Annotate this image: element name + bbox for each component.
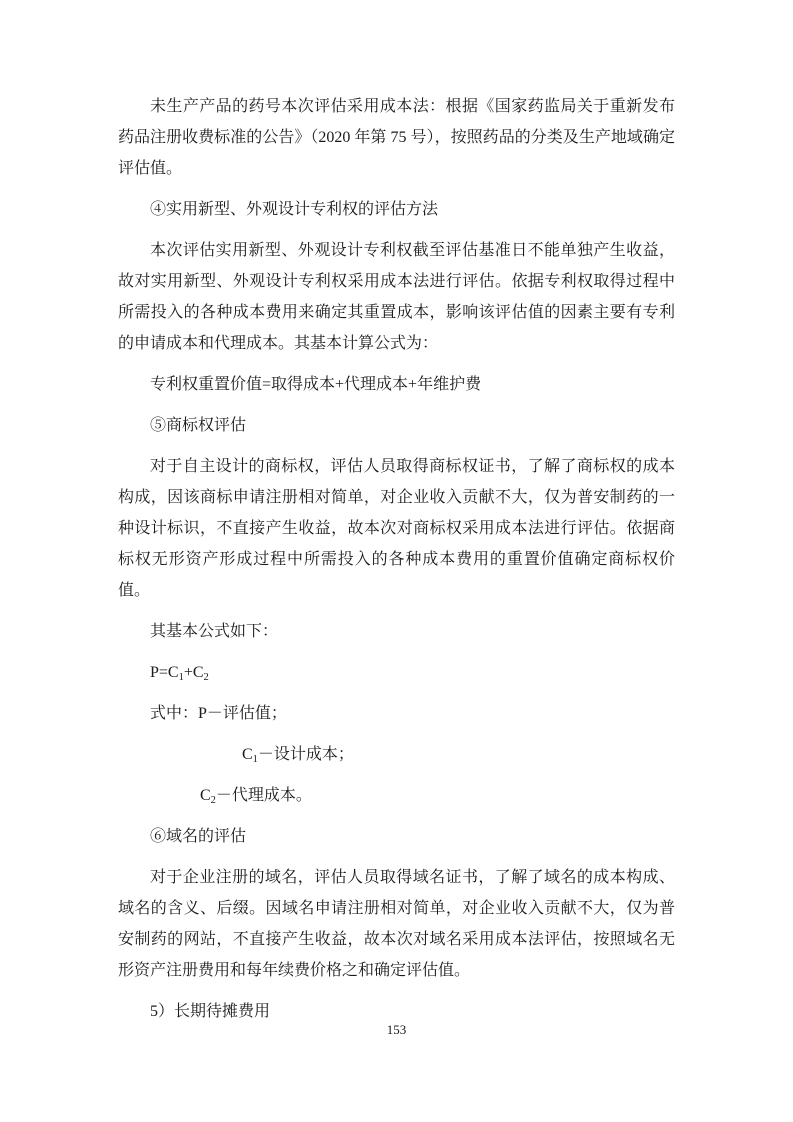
paragraph-cost-method: 未生产产品的药号本次评估采用成本法：根据《国家药监局关于重新发布药品注册收费标准的公告》（2020 年第 75 号），按照药品的分类及生产地域确定评估值。 — [118, 98, 675, 177]
formula-term: C — [242, 746, 253, 763]
formula-where-c2 — [118, 780, 675, 811]
paragraph-domain-eval: 对于企业注册的域名，评估人员取得域名证书，了解了域名的成本构成、域名的含义、后缀。因域名申请注册相对简单，对企业收入贡献不大，仅为普安制药的网站，不直接产生收益，故本次对域名采用成本法评估，按照域名无形资产注册费用和每年续费价格之和确定评估值。 — [118, 869, 675, 979]
formula-subscript: 2 — [203, 672, 209, 683]
paragraph-trademark-eval: 对于自主设计的商标权，评估人员取得商标权证书，了解了商标权的成本构成，因该商标申请注册相对简单，对企业收入贡献不大，仅为普安制药的一种设计标识，不直接产生收益，故本次对商标权采用成本法进行评估。依据商标权无形资产形成过程中所需投入的各种成本费用的重置价值确定商标权价值。 — [118, 458, 675, 599]
formula-term: +C — [183, 664, 204, 681]
formula-term: P=C — [150, 664, 179, 681]
formula-subscript: 1 — [178, 672, 184, 683]
heading-domain-eval: ⑥域名的评估 — [150, 828, 247, 845]
formula-term: C — [200, 787, 211, 804]
heading-trademark-eval: ⑤商标权评估 — [150, 417, 247, 434]
page-content — [118, 91, 675, 1037]
page-number: 153 — [386, 1022, 407, 1037]
formula-definition: －设计成本； — [257, 746, 354, 763]
heading-patent-eval: ④实用新型、外观设计专利权的评估方法 — [150, 201, 439, 218]
formula-where-c1 — [118, 739, 675, 770]
formula-p-equation — [118, 657, 675, 688]
paragraph-patent-eval: 本次评估实用新型、外观设计专利权截至评估基准日不能单独产生收益，故对实用新型、外观设计专利权采用成本法进行评估。依据专利权取得过程中所需投入的各种成本费用来确定其重置成本，影响该评估值的因素主要有专利的申请成本和代理成本。其基本计算公式为： — [118, 242, 675, 352]
formula-intro: 其基本公式如下： — [150, 623, 279, 640]
page-footer — [0, 1021, 793, 1039]
formula-definition: －代理成本。 — [215, 787, 312, 804]
formula-patent-replacement-value: 专利权重置价值=取得成本+代理成本+年维护费 — [150, 376, 482, 393]
formula-where-p: 式中：P－评估值； — [150, 705, 287, 722]
formula-subscript: 1 — [252, 754, 258, 765]
heading-long-term-deferred-expense: 5）长期待摊费用 — [150, 1003, 271, 1020]
formula-subscript: 2 — [210, 795, 216, 806]
